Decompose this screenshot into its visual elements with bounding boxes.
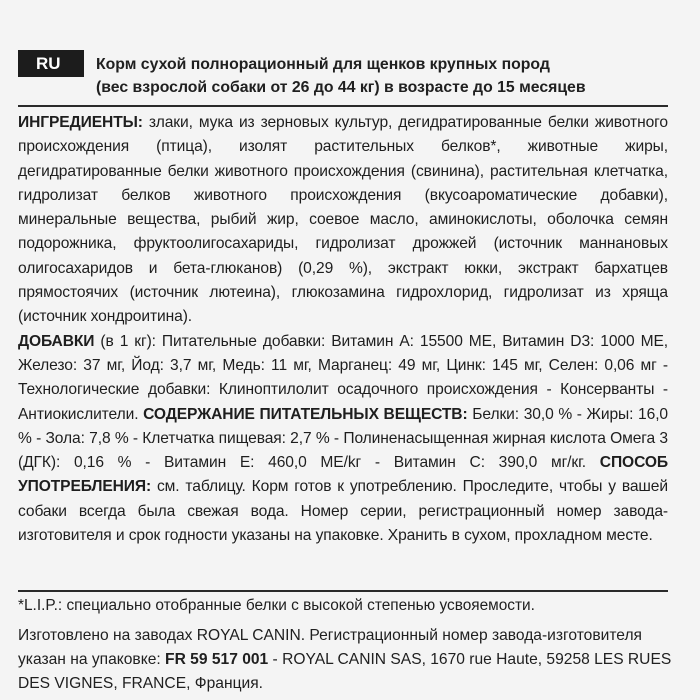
footnote: *L.I.P.: специально отобранные белки с высокой степенью усвояемости. xyxy=(18,597,535,614)
manufacturer-info xyxy=(18,624,678,696)
nutrients-text: Белки: 30,0 % - Жиры: 16,0 % - Зола: 7,8 % - Клетчатка пищевая: 2,7 % - Полиненасыщенная жирная кислота Омега 3 (ДГК): 0,16 % - Витамин Е: 460,0 МЕ/kг - Витамин С: 390,0 мг/кг. xyxy=(18,405,668,472)
product-title xyxy=(96,53,676,99)
additives-heading: ДОБАВКИ xyxy=(18,332,95,350)
nutrients-heading: СОДЕРЖАНИЕ ПИТАТЕЛЬНЫХ ВЕЩЕСТВ: xyxy=(143,405,468,423)
manufacturer-text-2: - ROYAL CANIN SAS, 1670 rue Haute, 59258 LES RUES DES VIGNES, FRANCE, Франция. xyxy=(18,651,672,692)
ingredients-text: злаки, мука из зерновых культур, дегидратированные белки животного происхождения (птица), изолят растительных белков*, животные жиры, дегидратированные белки животного происхождения (свинина), растительная клетчатка, гидролизат белков животного происхождения (вкусоароматические добавки), минеральные вещества, рыбий жир, соевое масло, аминокислоты, оболочка семян подорожника, фруктоолигосахариды, гидролизат дрожжей (источник маннановых олигосахаридов и бета-глюканов) (0,29 %), экстракт юкки, экстракт бархатцев прямостоячих (источник лютеина), глюкозамина гидрохлорид, гидролизат из хряща (источник хондроитина). xyxy=(18,114,668,326)
product-title-line-1: Корм сухой полнорационный для щенков крупных пород xyxy=(96,56,550,73)
language-badge: RU xyxy=(18,50,84,77)
additives-paragraph xyxy=(18,330,668,549)
usage-text: см. таблицу. Корм готов к употреблению. Проследите, чтобы у вашей собаки всегда была свежая вода. Номер серии, регистрационный номер завода-изготовителя и срок годности указаны на упаковке. Хранить в сухом, прохладном месте. xyxy=(18,478,668,545)
product-title-line-2: (вес взрослой собаки от 26 до 44 кг) в возрасте до 15 месяцев xyxy=(96,79,586,96)
additives-text: (в 1 кг): Питательные добавки: Витамин А: 15500 МЕ, Витамин D3: 1000 МЕ, Железо: 37 мг, Йод: 3,7 мг, Медь: 11 мг, Марганец: 49 мг, Цинк: 145 мг, Селен: 0,06 мг - Технологические добавки: Клиноптилолит осадочного происхождения - Консерванты - Антиокислители. xyxy=(18,332,668,423)
divider-top xyxy=(18,105,668,107)
ingredients-heading: ИНГРЕДИЕНТЫ: xyxy=(18,114,143,131)
ingredients-paragraph xyxy=(18,111,668,330)
manufacturer-text-1: Изготовлено на заводах ROYAL CANIN. Регистрационный номер завода-изготовителя указан на упаковке: xyxy=(18,627,643,668)
divider-bottom xyxy=(18,590,668,592)
usage-heading: СПОСОБ УПОТРЕБЛЕНИЯ: xyxy=(18,454,668,496)
registration-number: FR 59 517 001 xyxy=(165,651,269,668)
composition-text xyxy=(18,111,668,548)
